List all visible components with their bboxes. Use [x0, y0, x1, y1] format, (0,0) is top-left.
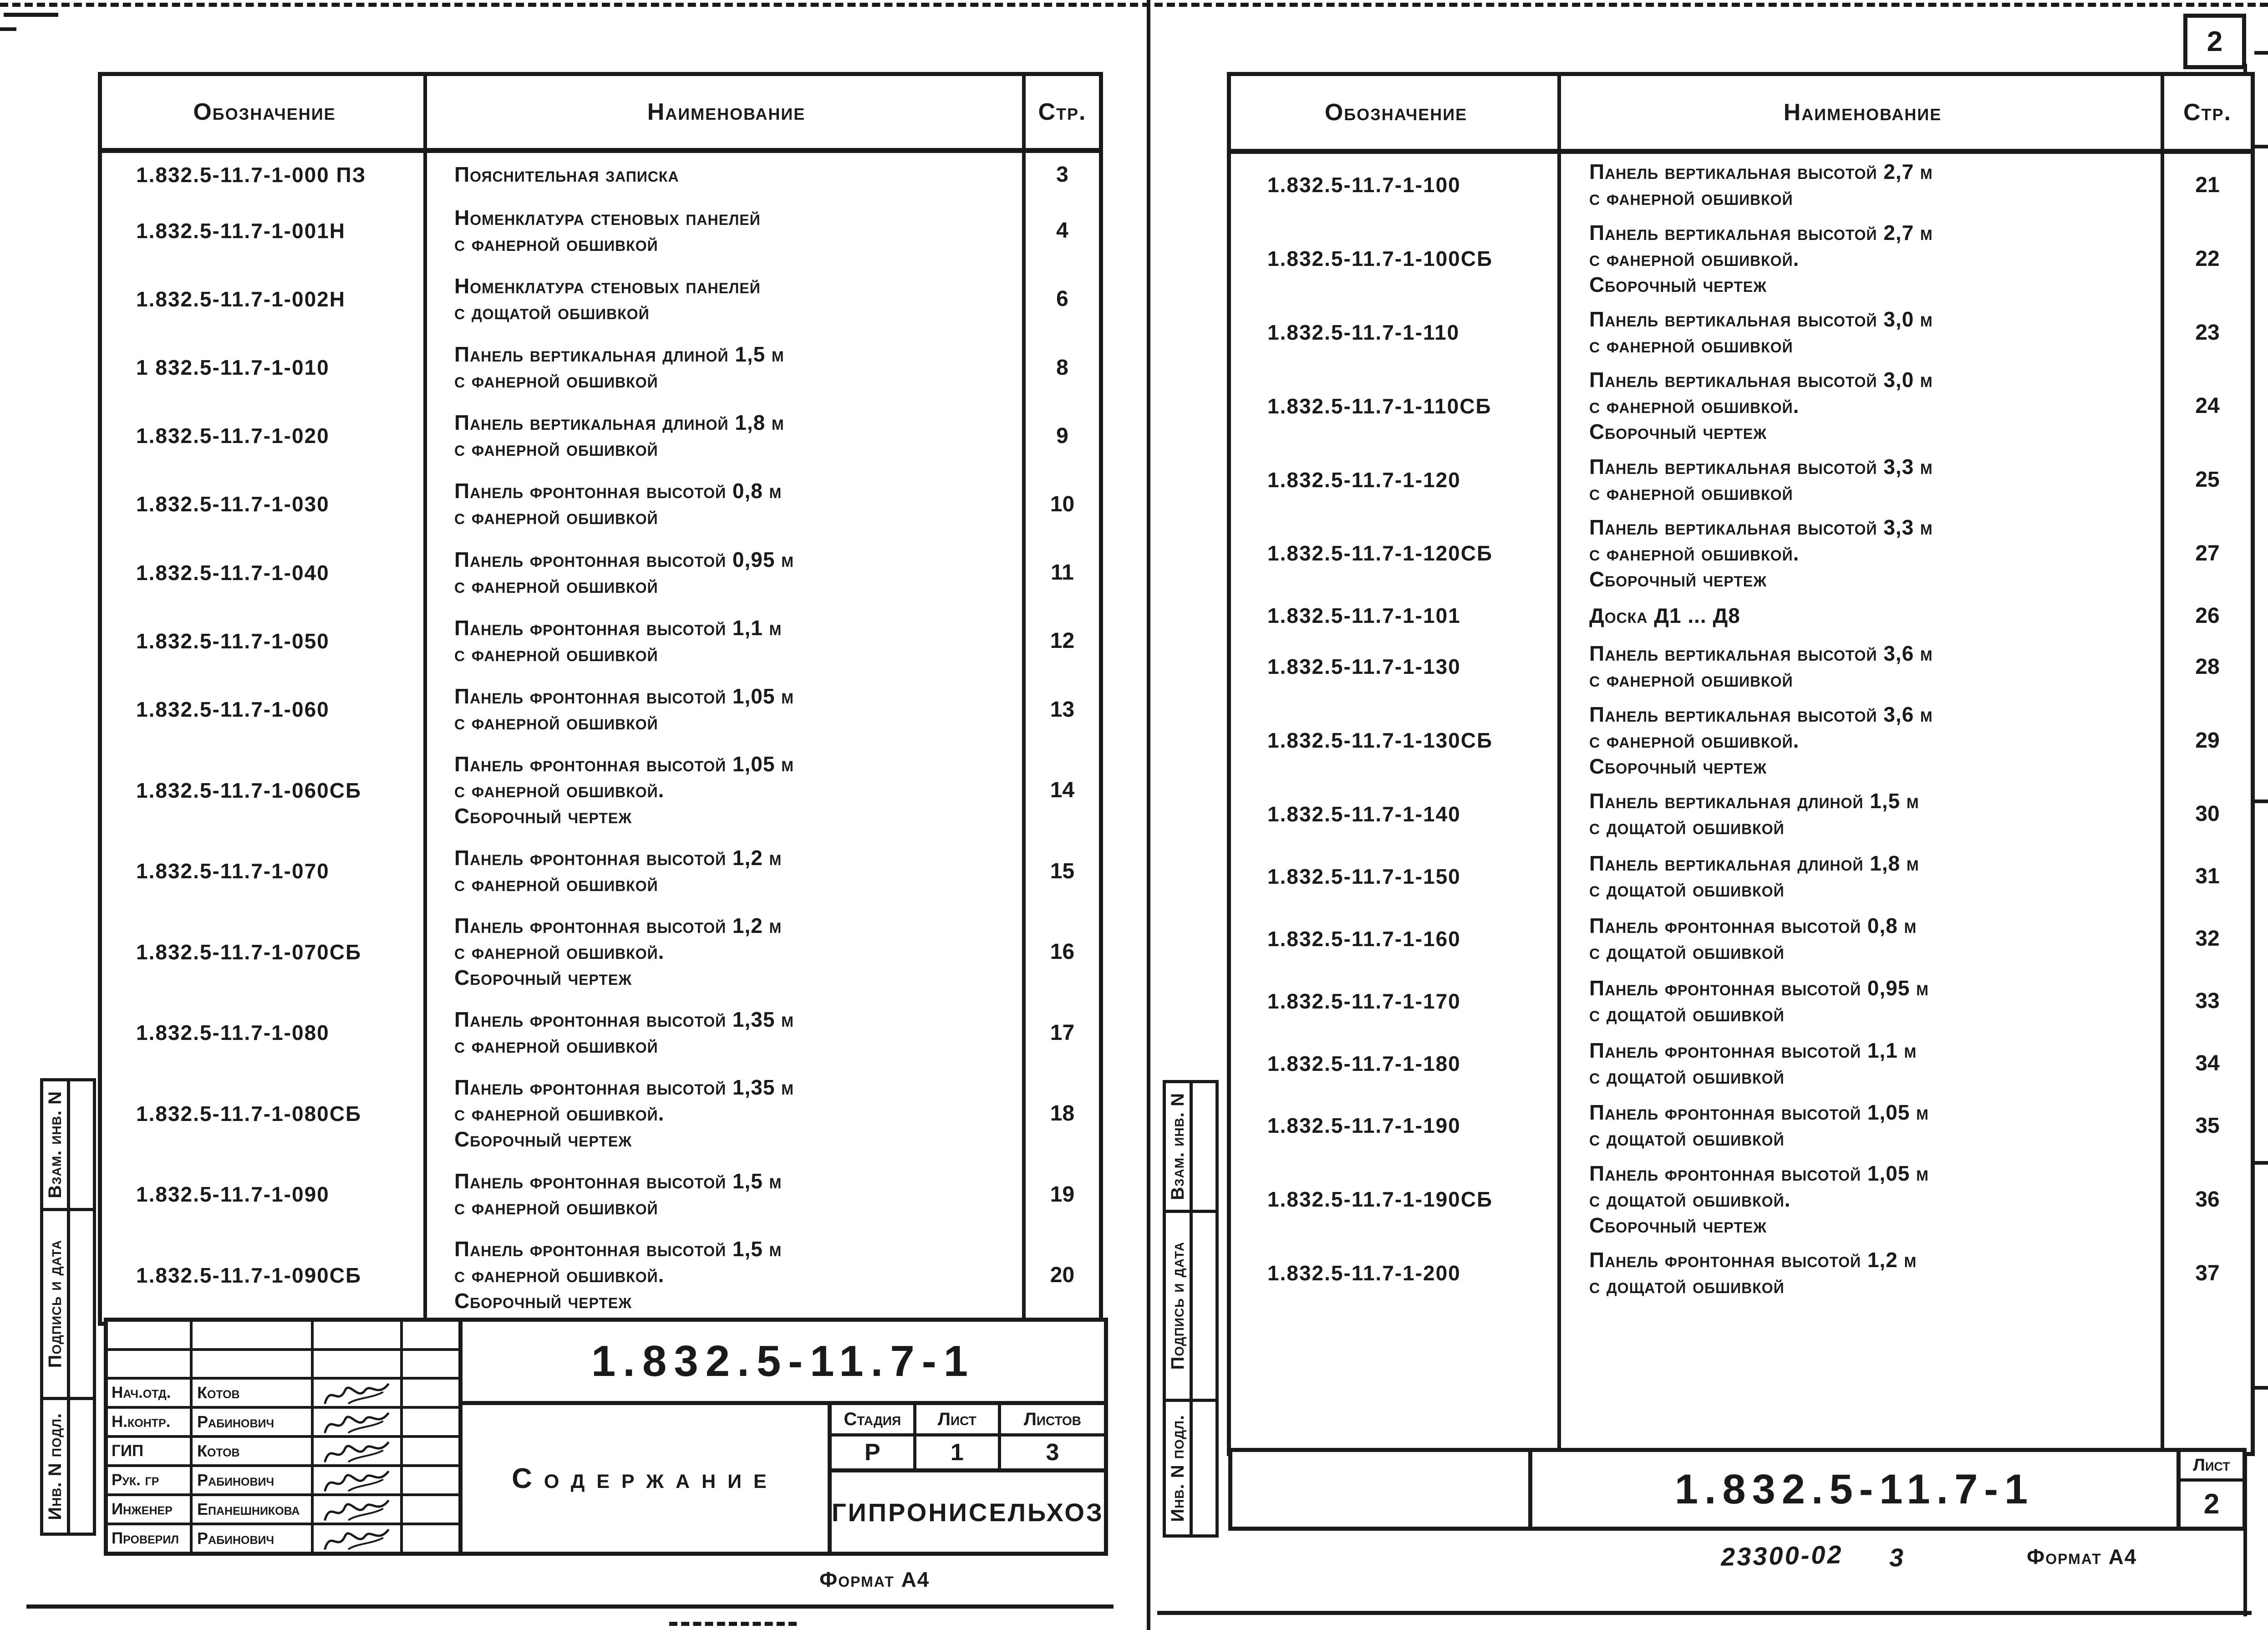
sheet-value: 1 — [916, 1436, 1001, 1468]
staff-table — [108, 1322, 458, 1552]
row-designation: 1.832.5-11.7-1-110СБ — [1267, 394, 1492, 418]
row-page: 16 — [1050, 940, 1075, 964]
sheets-value: 3 — [1046, 1439, 1059, 1466]
row-name: Панель фронтонная высотой 1,2 м с фанерной обшивкой — [454, 846, 782, 896]
table-row — [1231, 301, 2251, 364]
row-name: Панель фронтонная высотой 1,1 м с дощатой обшивкой — [1589, 1038, 1917, 1088]
row-name: Панель фронтонная высотой 1,1 м с фанерной обшивкой — [454, 616, 782, 666]
signature — [314, 1409, 403, 1435]
row-designation: 1 832.5-11.7-1-010 — [136, 356, 330, 380]
row-designation: 1.832.5-11.7-1-040 — [136, 560, 330, 585]
staff-role: Н.контр. — [108, 1409, 193, 1435]
row-page: 20 — [1050, 1263, 1075, 1288]
signature — [314, 1380, 403, 1406]
table-row — [102, 837, 1099, 905]
signature-stroke — [319, 1409, 394, 1435]
signature-stroke — [319, 1467, 394, 1493]
table-row — [1231, 1157, 2251, 1242]
table-row — [1231, 1242, 2251, 1304]
row-page: 14 — [1050, 778, 1075, 803]
signature — [314, 1467, 403, 1493]
row-page: 10 — [1050, 492, 1075, 516]
table-row — [1231, 845, 2251, 907]
row-name: Панель вертикальная высотой 3,3 м с фанерной обшивкой. Сборочный чертеж — [1589, 515, 1933, 591]
row-page: 24 — [2195, 394, 2220, 418]
title-block-empty-cell — [1232, 1452, 1532, 1527]
organization-name: ГИПРОНИСЕЛЬХОЗ — [831, 1498, 1104, 1527]
row-page: 18 — [1050, 1101, 1075, 1126]
table-row — [1231, 907, 2251, 970]
row-name: Панель фронтонная высотой 0,8 м с фанерной обшивкой — [454, 479, 782, 529]
strip-label: Взам. инв. N — [1167, 1093, 1188, 1200]
left-title-block — [104, 1318, 1108, 1556]
table-row — [102, 905, 1099, 998]
left-table-header — [102, 76, 1099, 153]
row-designation: 1.832.5-11.7-1-190 — [1267, 1114, 1461, 1138]
row-designation: 1.832.5-11.7-1-000 ПЗ — [136, 163, 366, 187]
table-row — [102, 197, 1099, 265]
row-name: Панель фронтонная высотой 1,05 м с фанерной обшивкой. Сборочный чертеж — [454, 752, 794, 828]
table-row — [102, 1067, 1099, 1160]
row-page: 33 — [2195, 989, 2220, 1014]
page-divider-line — [1147, 0, 1150, 1630]
table-row — [102, 153, 1099, 197]
staff-name: Рабинович — [193, 1467, 314, 1493]
row-page: 26 — [2195, 603, 2220, 628]
row-name: Панель вертикальная длиной 1,5 м с фанерной обшивкой — [454, 342, 784, 392]
staff-role: Инженер — [108, 1496, 193, 1523]
row-page: 28 — [2195, 654, 2220, 679]
table-empty-space — [1231, 1304, 2251, 1452]
row-name: Доска Д1 ... Д8 — [1589, 603, 1740, 627]
row-name: Панель фронтонная высотой 0,95 м с дощатой обшивкой — [1589, 976, 1929, 1026]
column-divider — [2161, 76, 2164, 1452]
row-page: 11 — [1051, 560, 1074, 585]
page-number: 2 — [2207, 25, 2223, 57]
signature — [314, 1438, 403, 1464]
row-designation: 1.832.5-11.7-1-170 — [1267, 989, 1461, 1013]
row-page: 15 — [1050, 859, 1075, 883]
footer-number: 3 — [1889, 1543, 1906, 1572]
table-row — [1231, 636, 2251, 698]
signature-stroke — [319, 1525, 394, 1552]
table-row — [1231, 511, 2251, 596]
row-designation: 1.832.5-11.7-1-100 — [1267, 173, 1461, 197]
tick-mark — [2254, 51, 2268, 55]
table-row — [1231, 596, 2251, 636]
table-row — [102, 675, 1099, 744]
staff-row — [108, 1380, 458, 1409]
table-row — [102, 265, 1099, 333]
header-page: Стр. — [1038, 99, 1087, 125]
row-name: Номенклатура стеновых панелей с фанерной обшивкой — [454, 205, 761, 255]
row-name: Панель вертикальная длиной 1,5 м с дощатой обшивкой — [1589, 789, 1919, 839]
row-name: Панель фронтонная высотой 1,5 м с фанерной обшивкой. Сборочный чертеж — [454, 1237, 782, 1313]
row-designation: 1.832.5-11.7-1-100СБ — [1267, 247, 1493, 271]
row-page: 22 — [2195, 246, 2220, 271]
column-divider — [1557, 76, 1561, 1452]
row-page: 12 — [1050, 629, 1075, 653]
table-row — [102, 539, 1099, 607]
table-row — [1231, 970, 2251, 1032]
row-designation: 1.832.5-11.7-1-110 — [1267, 321, 1460, 345]
table-row — [1231, 698, 2251, 783]
signature-stroke — [319, 1380, 394, 1406]
staff-row — [108, 1467, 458, 1496]
signature — [314, 1496, 403, 1523]
staff-name: Епанешникова — [193, 1496, 314, 1523]
row-page: 3 — [1056, 163, 1068, 187]
row-designation: 1.832.5-11.7-1-080СБ — [136, 1101, 362, 1126]
row-page: 4 — [1056, 219, 1068, 243]
row-designation: 1.832.5-11.7-1-150 — [1267, 864, 1461, 888]
row-name: Панель фронтонная высотой 1,2 м с дощатой обшивкой — [1589, 1248, 1917, 1298]
row-page: 34 — [2195, 1051, 2220, 1076]
row-name: Панель фронтонная высотой 1,5 м с фанерной обшивкой — [454, 1169, 782, 1219]
staff-row — [108, 1438, 458, 1467]
row-name: Панель вертикальная высотой 3,6 м с фанерной обшивкой — [1589, 642, 1933, 692]
row-designation: 1.832.5-11.7-1-120СБ — [1267, 541, 1493, 565]
table-row — [102, 402, 1099, 470]
row-designation: 1.832.5-11.7-1-160 — [1267, 927, 1461, 951]
format-label: Формат А4 — [2027, 1545, 2137, 1569]
row-designation: 1.832.5-11.7-1-180 — [1267, 1051, 1461, 1075]
row-designation: 1.832.5-11.7-1-030 — [136, 492, 330, 516]
row-name: Панель вертикальная высотой 3,0 м с фанерной обшивкой. Сборочный чертеж — [1589, 368, 1933, 444]
row-page: 8 — [1056, 355, 1068, 380]
series-designation: 1.832.5-11.7-1 — [1674, 1466, 2034, 1513]
staff-role: ГИП — [108, 1438, 193, 1464]
row-name: Панель вертикальная высотой 3,6 м с фанерной обшивкой. Сборочный чертеж — [1589, 702, 1933, 778]
sheet-label: Лист — [2181, 1452, 2243, 1482]
staff-name: Котов — [193, 1380, 314, 1406]
signature-stroke — [319, 1496, 394, 1523]
row-page: 13 — [1050, 697, 1075, 722]
bottom-edge-dashes — [669, 1622, 797, 1626]
row-designation: 1.832.5-11.7-1-120 — [1267, 468, 1461, 492]
table-row — [102, 998, 1099, 1067]
sheets-label: Листов — [1023, 1409, 1081, 1429]
row-designation: 1.832.5-11.7-1-101 — [1267, 604, 1461, 628]
strip-label: Инв. N подл. — [45, 1412, 65, 1520]
staff-row — [108, 1409, 458, 1438]
row-name: Панель фронтонная высотой 1,2 м с фанерной обшивкой. Сборочный чертеж — [454, 914, 782, 990]
staff-role: Нач.отд. — [108, 1380, 193, 1406]
row-page: 36 — [2195, 1187, 2220, 1212]
header-name: Наименование — [1783, 99, 1942, 126]
left-table-body — [102, 153, 1099, 1322]
table-row — [1231, 1095, 2251, 1157]
row-designation: 1.832.5-11.7-1-070СБ — [136, 940, 362, 964]
header-designation: Обозначение — [193, 99, 336, 125]
row-name: Номенклатура стеновых панелей с дощатой обшивкой — [454, 274, 761, 324]
row-name: Панель вертикальная длиной 1,8 м с дощатой обшивкой — [1589, 851, 1919, 901]
left-page-bottom-border — [26, 1605, 1114, 1609]
row-name: Панель фронтонная высотой 1,05 м с фанерной обшивкой — [454, 684, 794, 734]
table-row — [1231, 448, 2251, 511]
row-page: 37 — [2195, 1261, 2220, 1285]
row-designation: 1.832.5-11.7-1-130 — [1267, 655, 1461, 679]
document-title: Содержание — [463, 1405, 832, 1552]
strip-label: Подпись и дата — [45, 1240, 65, 1368]
column-divider — [1022, 76, 1026, 1322]
table-row — [1231, 783, 2251, 846]
document-code: 23300-02 — [1720, 1540, 1844, 1571]
table-row — [102, 744, 1099, 837]
row-page: 9 — [1056, 423, 1068, 448]
row-designation: 1.832.5-11.7-1-080 — [136, 1021, 330, 1045]
row-designation: 1.832.5-11.7-1-002Н — [136, 287, 346, 311]
staff-row-empty — [108, 1351, 458, 1380]
row-name: Панель вертикальная высотой 2,7 м с фанерной обшивкой — [1589, 160, 1933, 210]
right-contents-table — [1227, 72, 2255, 1456]
header-page: Стр. — [2183, 99, 2232, 126]
staff-row — [108, 1525, 458, 1552]
sheet-label: Лист — [916, 1405, 1001, 1433]
strip-label: Инв. N подл. — [1167, 1414, 1188, 1522]
row-page: 6 — [1056, 287, 1068, 311]
row-name: Панель вертикальная высотой 3,0 м с фанерной обшивкой — [1589, 307, 1933, 357]
tick-mark — [2254, 1161, 2268, 1165]
row-name: Панель фронтонная высотой 1,05 м с дощатой обшивкой — [1589, 1100, 1929, 1151]
stage-value: Р — [832, 1436, 916, 1468]
row-page: 21 — [2195, 173, 2220, 197]
title-block-right — [458, 1322, 1104, 1552]
row-page: 32 — [2195, 927, 2220, 951]
tick-mark — [4, 13, 58, 17]
table-row — [1231, 154, 2251, 216]
table-row — [1231, 216, 2251, 301]
row-page: 23 — [2195, 320, 2220, 345]
row-page: 17 — [1050, 1020, 1075, 1045]
row-name: Панель вертикальная длиной 1,8 м с фанерной обшивкой — [454, 411, 784, 461]
row-page: 25 — [2195, 468, 2220, 492]
staff-name: Рабинович — [193, 1409, 314, 1435]
strip-label: Взам. инв. N — [45, 1091, 65, 1198]
table-row — [102, 470, 1099, 538]
row-page: 19 — [1050, 1182, 1075, 1207]
series-designation: 1.832.5-11.7-1 — [463, 1322, 1104, 1405]
row-name: Пояснительная записка — [454, 163, 679, 187]
row-designation: 1.832.5-11.7-1-070 — [136, 859, 330, 883]
tick-mark — [2254, 145, 2268, 148]
staff-role: Рук. гр — [108, 1467, 193, 1493]
row-designation: 1.832.5-11.7-1-130СБ — [1267, 728, 1493, 753]
row-designation: 1.832.5-11.7-1-140 — [1267, 802, 1461, 826]
stage-label: Стадия — [832, 1405, 916, 1433]
row-designation: 1.832.5-11.7-1-050 — [136, 629, 330, 653]
right-table-header — [1231, 76, 2251, 154]
table-row — [1231, 364, 2251, 449]
right-title-block — [1228, 1448, 2247, 1531]
table-row — [102, 1228, 1099, 1322]
tick-mark — [2254, 800, 2268, 803]
signature — [314, 1525, 403, 1552]
column-divider — [423, 76, 427, 1322]
row-page: 29 — [2195, 728, 2220, 753]
row-designation: 1.832.5-11.7-1-060СБ — [136, 778, 362, 802]
right-side-strip — [1163, 1080, 1219, 1538]
staff-name: Рабинович — [193, 1525, 314, 1552]
tick-mark — [2254, 1386, 2268, 1390]
left-side-strip — [40, 1078, 96, 1536]
signature-stroke — [319, 1438, 394, 1464]
row-page: 31 — [2195, 864, 2220, 889]
row-page: 30 — [2195, 802, 2220, 826]
staff-name: Котов — [193, 1438, 314, 1464]
tick-mark — [0, 27, 16, 31]
row-designation: 1.832.5-11.7-1-060 — [136, 698, 330, 722]
row-designation: 1.832.5-11.7-1-090 — [136, 1182, 330, 1207]
header-designation: Обозначение — [1324, 99, 1468, 126]
page-number-box — [2183, 14, 2246, 69]
right-table-body — [1231, 154, 2251, 1304]
row-name: Панель фронтонная высотой 1,35 м с фанерной обшивкой — [454, 1008, 794, 1058]
row-designation: 1.832.5-11.7-1-190СБ — [1267, 1187, 1493, 1212]
strip-label: Подпись и дата — [1167, 1242, 1188, 1370]
row-designation: 1.832.5-11.7-1-200 — [1267, 1261, 1461, 1285]
row-name: Панель вертикальная высотой 3,3 м с фанерной обшивкой — [1589, 454, 1933, 504]
left-contents-table — [98, 72, 1103, 1326]
sheet-number: 2 — [2203, 1488, 2220, 1520]
header-name: Наименование — [647, 99, 806, 125]
table-row — [1231, 1032, 2251, 1095]
row-page: 35 — [2195, 1113, 2220, 1138]
row-designation: 1.832.5-11.7-1-001Н — [136, 219, 346, 243]
row-name: Панель фронтонная высотой 0,8 м с дощатой обшивкой — [1589, 913, 1917, 963]
row-name: Панель фронтонная высотой 0,95 м с фанерной обшивкой — [454, 547, 794, 597]
row-designation: 1.832.5-11.7-1-090СБ — [136, 1263, 362, 1287]
row-designation: 1.832.5-11.7-1-020 — [136, 424, 330, 448]
table-row — [102, 333, 1099, 402]
row-page: 27 — [2195, 541, 2220, 565]
table-row — [102, 1160, 1099, 1228]
staff-row — [108, 1496, 458, 1525]
row-name: Панель вертикальная высотой 2,7 м с фанерной обшивкой. Сборочный чертеж — [1589, 220, 1933, 296]
top-edge-dashes — [0, 3, 2268, 7]
table-row — [102, 607, 1099, 675]
staff-role: Проверил — [108, 1525, 193, 1552]
format-label: Формат А4 — [819, 1568, 930, 1591]
row-name: Панель фронтонная высотой 1,05 м с дощатой обшивкой. Сборочный чертеж — [1589, 1161, 1929, 1237]
row-name: Панель фронтонная высотой 1,35 м с фанерной обшивкой. Сборочный чертеж — [454, 1075, 794, 1151]
staff-row-empty — [108, 1322, 458, 1351]
right-page-bottom-border — [1157, 1611, 2252, 1615]
